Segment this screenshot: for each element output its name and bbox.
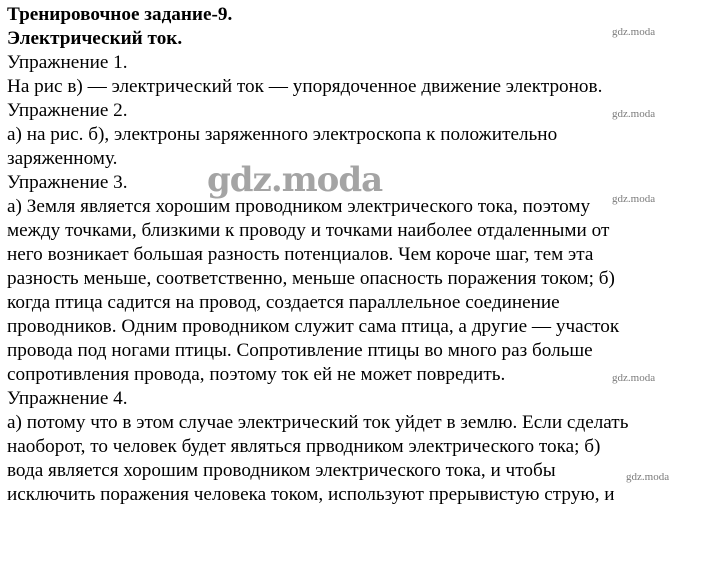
exercise-title: Тренировочное задание-9. (7, 4, 233, 25)
exercise-4-answer-line: а) потому что в этом случае электрический ток уйдет в землю. Если сделать (7, 412, 629, 433)
exercise-2-answer-line: заряженному. (7, 148, 118, 169)
exercise-4-answer-line: вода является хорошим проводником электрического тока, и чтобы (7, 460, 556, 481)
exercise-1-heading: Упражнение 1. (7, 52, 128, 73)
exercise-3-answer-line: когда птица садится на провод, создается параллельное соединение (7, 292, 560, 313)
watermark-small: gdz.moda (612, 372, 656, 384)
exercise-3-answer-line: между точками, близкими к проводу и точками наиболее отдаленными от (7, 220, 610, 241)
exercise-3-heading: Упражнение 3. (7, 172, 128, 193)
exercise-3-answer-line: проводников. Одним проводником служит сама птица, а другие — участок (7, 316, 620, 337)
watermark-small: gdz.moda (612, 193, 656, 205)
exercise-1-answer: На рис в) — электрический ток — упорядоченное движение электронов. (7, 76, 603, 97)
exercise-2-answer-line: а) на рис. б), электроны заряженного электроскопа к положительно (7, 124, 558, 145)
exercise-3-answer-line: сопротивления провода, поэтому ток ей не может повредить. (7, 364, 506, 385)
exercise-3-answer-line: него возникает большая разность потенциалов. Чем короче шаг, тем эта (7, 244, 594, 265)
topic-title: Электрический ток. (7, 28, 183, 49)
watermark-large: gdz.moda (207, 160, 383, 200)
document-body (7, 3, 707, 507)
exercise-4-answer-line: исключить поражения человека током, используют прерывистую струю, и (7, 484, 615, 505)
exercise-3-answer-line: а) Земля является хорошим проводником электрического тока, поэтому (7, 196, 591, 217)
watermark-small: gdz.moda (612, 108, 656, 120)
exercise-4-heading: Упражнение 4. (7, 388, 128, 409)
watermark-small: gdz.moda (612, 26, 656, 38)
watermark-small: gdz.moda (626, 471, 670, 483)
exercise-3-answer-line: провода под ногами птицы. Сопротивление птицы во много раз больше (7, 340, 593, 361)
exercise-4-answer-line: наоборот, то человек будет являться прводником электрического тока; б) (7, 436, 601, 457)
exercise-3-answer-line: разность меньше, соответственно, меньше опасность поражения током; б) (7, 268, 615, 289)
exercise-2-heading: Упражнение 2. (7, 100, 128, 121)
